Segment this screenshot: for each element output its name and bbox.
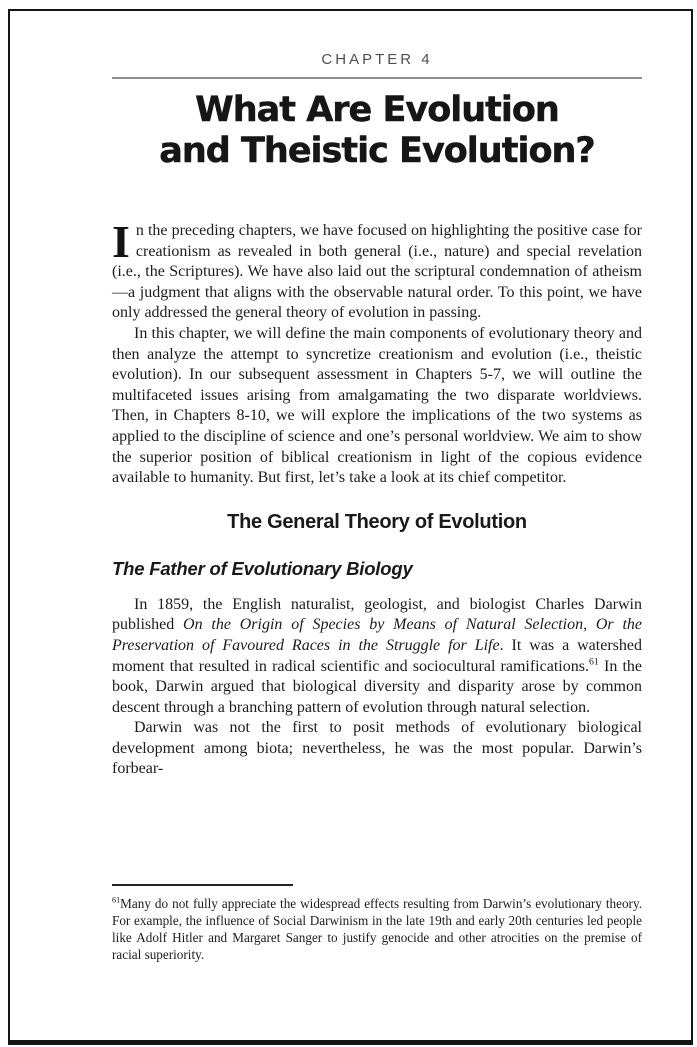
- paragraph-4: [112, 718, 642, 780]
- footnote-rule-divider: [112, 884, 293, 886]
- footnote-text: Many do not fully appreciate the widespread effects resulting from Darwin’s evolutionary theory. For example, the influence of Social Darwinism in the late 19th and early 20th centuries led people like Adolf Hitler and Margaret Sanger to justify genocide and other atrocities on the premise of racial superiority.: [112, 896, 642, 962]
- paragraph-3-text-pre: In 1859, the English naturalist, geologist, and biologist Charles Darwin published: [112, 595, 642, 634]
- drop-cap: I: [112, 216, 130, 267]
- footnote-reference-61: 61: [588, 656, 599, 668]
- chapter-title-line2: and Theistic Evolution?: [159, 131, 595, 171]
- body-text: [112, 216, 643, 780]
- footnote-61: [112, 895, 642, 963]
- paragraph-4-text: Darwin was not the first to posit methods of evolutionary biological development among biota; nevertheless, he was the most popular. Darwin’s forbear-: [112, 719, 642, 778]
- chapter-title: [112, 90, 642, 172]
- chapter-title-line1: What Are Evolution: [195, 90, 559, 130]
- paragraph-3: [112, 595, 642, 719]
- footnote-number: 61: [112, 895, 121, 905]
- paragraph-3-text-mid: . It was a watershed moment that resulted in radical scientific and sociocultural ramifications.: [112, 636, 642, 675]
- subsection-heading: The Father of Evolutionary Biology: [112, 557, 413, 579]
- paragraph-2-text: In this chapter, we will define the main components of evolutionary theory and then analyze the attempt to syncretize creationism and evolution (i.e., theistic evolution). In our subsequent assessment in Chapters 5-7, we will outline the multifaceted issues arising from amalgamating the two disparate worldviews. Then, in Chapters 8-10, we will explore the implications of the two systems as applied to the discipline of science and one’s personal worldview. We aim to show the superior position of biblical creationism in light of the copious evidence available to humanity. But first, let’s take a look at its chief competitor.: [112, 324, 642, 487]
- paragraph-1-text: n the preceding chapters, we have focused on highlighting the positive case for creationism as revealed in both general (i.e., nature) and special revelation (i.e., the Scriptures). We have also laid out the scriptural condemnation of atheism—a judgment that aligns with the observable natural order. To this point, we have only addressed the general theory of evolution in passing.: [112, 222, 642, 322]
- footnote-area: [112, 884, 642, 963]
- chapter-rule-divider: [112, 77, 642, 79]
- book-title-italic: On the Origin of Species by Means of Natural Selection, Or the Preservation of Favoured Races in the Struggle for Life: [112, 616, 643, 654]
- section-heading: The General Theory of Evolution: [227, 510, 527, 533]
- paragraph-2: [112, 324, 642, 489]
- paragraph-1: [112, 216, 642, 324]
- chapter-label: CHAPTER 4: [321, 51, 433, 68]
- page-content: [112, 0, 642, 780]
- paragraph-3-text-post: In the book, Darwin argued that biological diversity and disparity arose by common descent through a branching pattern of evolution through natural selection.: [112, 657, 643, 716]
